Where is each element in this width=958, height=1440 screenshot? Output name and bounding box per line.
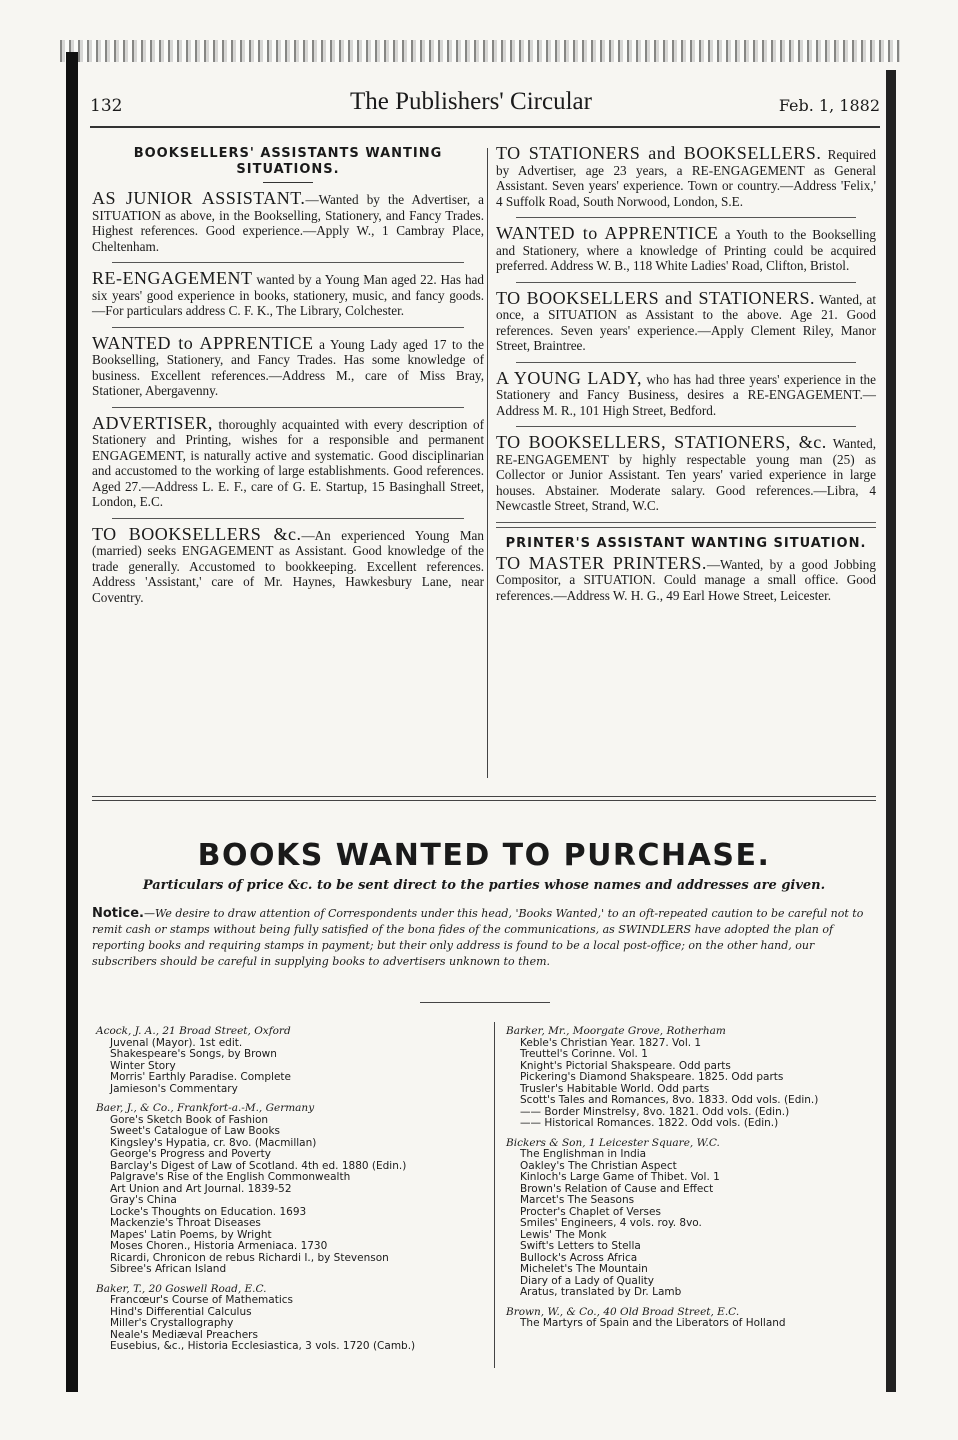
ad-body: who has had three years' experience in the Stationery and Fancy Business, desires a RE-ENGAGEMENT.—Address M. R., 101 High Street, Bedford.	[496, 371, 876, 418]
dealer-group	[96, 1103, 486, 1276]
book-title: The Englishman in India	[520, 1149, 647, 1160]
dealer-group	[96, 1026, 486, 1095]
ad-separator	[516, 282, 856, 283]
ad-separator	[516, 217, 856, 218]
dealer-name: Acock, J. A., 21 Broad Street, Oxford	[96, 1025, 291, 1037]
ad-title: TO BOOKSELLERS and STATIONERS.	[496, 287, 816, 308]
ad-title: AS JUNIOR ASSISTANT.	[92, 188, 306, 208]
book-title: Procter's Chaplet of Verses	[520, 1206, 661, 1218]
book-title: Brown's Relation of Cause and Effect	[520, 1183, 714, 1195]
header-rule	[90, 126, 880, 128]
book-title: Juvenal (Mayor). 1st edit.	[110, 1037, 243, 1049]
dealer-group	[96, 1284, 486, 1353]
notice-label: Notice.	[92, 906, 144, 921]
book-title: Francœur's Course of Mathematics	[110, 1295, 293, 1306]
book-title: Shakespeare's Songs, by Brown	[110, 1049, 277, 1060]
books-wanted-left-list	[96, 1022, 486, 1361]
book-title: Marcet's The Seasons	[520, 1195, 635, 1206]
book-title: Scott's Tales and Romances, 8vo. 1833. Odd vols. (Edin.)	[520, 1095, 819, 1106]
book-title: Mackenzie's Throat Diseases	[110, 1218, 261, 1229]
ad-body: —Wanted by the Advertiser, a SITUATION as above, in the Bookselling, Stationery, and Fancy Trades. Highest references. Good experience.—Apply W., 1 Cambray Place, Cheltenham.	[92, 192, 484, 254]
binding-edge-left	[66, 52, 78, 1392]
book-title: Neale's Mediæval Preachers	[110, 1329, 258, 1341]
ad-title: WANTED to APPRENTICE	[92, 332, 314, 353]
book-title: Keble's Christian Year. 1827. Vol. 1	[520, 1037, 702, 1049]
ad-body: —An experienced Young Man (married) seeks ENGAGEMENT as Assistant. Good knowledge of the trade generally. Accustomed to bookkeeping. Excellent references. Address 'Assistant,' care of Mr. Haynes, Hawkesbury Lane, near Coventry.	[92, 527, 485, 605]
book-title: Knight's Pictorial Shakspeare. Odd parts	[520, 1060, 731, 1072]
short-rule	[420, 1002, 550, 1003]
book-title: Sweet's Catalogue of Law Books	[110, 1126, 281, 1137]
book-title: Gore's Sketch Book of Fashion	[110, 1114, 269, 1126]
classified-ad	[92, 412, 484, 510]
ad-title: ADVERTISER,	[92, 412, 213, 433]
book-title: Winter Story	[110, 1060, 176, 1072]
book-title: Palgrave's Rise of the English Commonwealth	[110, 1172, 351, 1183]
book-title: Pickering's Diamond Shakspeare. 1825. Odd parts	[520, 1072, 784, 1083]
book-title: Eusebius, &c., Historia Ecclesiastica, 3 vols. 1720 (Camb.)	[110, 1341, 416, 1352]
page-header	[90, 88, 880, 128]
dealer-group	[506, 1026, 876, 1130]
book-title: Moses Choren., Historia Armeniaca. 1730	[110, 1241, 328, 1252]
ad-body: Required by Advertiser, age 23 years, a RE-ENGAGEMENT as General Assistant. Seven years' experience. Town or country.—Address 'Felix,' 4 Suffolk Road, South Norwood, London, S.E.	[496, 147, 876, 209]
ad-separator	[516, 426, 856, 427]
book-title: Art Union and Art Journal. 1839-52	[110, 1183, 292, 1195]
ad-title: TO BOOKSELLERS, STATIONERS, &c.	[496, 432, 827, 452]
dealer-name: Baer, J., & Co., Frankfort-a.-M., Germany	[96, 1102, 315, 1114]
ad-separator	[112, 262, 464, 263]
ad-body: a Young Lady aged 17 to the Bookselling, Stationery, and Fancy Trades. Has some knowledge of business. Excellent references.—Address M., care of Miss Bray, Stationer, Abergavenny.	[92, 336, 484, 398]
books-wanted-subtitle: Particulars of price &c. to be sent direct to the parties whose names and addresses are given.	[142, 878, 826, 893]
ad-separator	[516, 362, 856, 363]
ad-body: Wanted, RE-ENGAGEMENT by highly respectable young man (25) as Collector or Junior Assistant. Ten years' varied experience in large houses. Abstainer. Moderate salary. Good references.—Libra, 4 Newcastle Street, Strand, W.C.	[496, 436, 876, 513]
classified-ad	[496, 143, 876, 209]
book-title: Ricardi, Chronicon de rebus Richardi I., by Stevenson	[110, 1252, 389, 1264]
right-column	[496, 143, 877, 609]
book-title: Trusler's Habitable World. Odd parts	[520, 1083, 710, 1095]
book-title: Oakley's The Christian Aspect	[520, 1160, 677, 1172]
scan-edge-texture	[60, 40, 900, 62]
classified-ad	[92, 523, 485, 606]
ad-title: TO STATIONERS and BOOKSELLERS.	[496, 143, 822, 163]
classified-ad	[496, 367, 876, 419]
book-title: —— Historical Romances. 1822. Odd vols. (Edin.)	[520, 1118, 779, 1129]
book-title: Miller's Crystallography	[110, 1318, 234, 1329]
page-edge-right	[886, 70, 896, 1392]
section-double-rule	[496, 522, 876, 528]
classified-ad	[496, 552, 876, 604]
left-column	[92, 146, 484, 611]
ad-separator	[112, 407, 464, 408]
ad-title: TO BOOKSELLERS &c.	[92, 523, 302, 544]
classified-ad	[496, 223, 877, 274]
dealer-group	[506, 1307, 876, 1330]
books-wanted-title: BOOKS WANTED TO PURCHASE.	[197, 838, 771, 873]
book-title: Mapes' Latin Poems, by Wright	[110, 1229, 272, 1241]
books-wanted-right-list	[506, 1022, 876, 1338]
book-title: Swift's Letters to Stella	[520, 1241, 641, 1252]
ad-title: TO MASTER PRINTERS.	[496, 552, 707, 573]
book-title: The Martyrs of Spain and the Liberators of Holland	[520, 1318, 786, 1329]
short-rule	[263, 182, 313, 183]
section-heading-line: SITUATIONS.	[236, 162, 340, 177]
book-title: Locke's Thoughts on Education. 1693	[110, 1206, 307, 1218]
section-heading-printers: PRINTER'S ASSISTANT WANTING SITUATION.	[505, 535, 867, 551]
ad-body: a Youth to the Bookselling and Stationery, where a knowledge of Printing could be acquired preferred. Address W. B., 118 White Ladies' Road, Clifton, Bristol.	[496, 227, 877, 273]
book-title: Gray's China	[110, 1195, 177, 1206]
book-title: Treuttel's Corinne. Vol. 1	[520, 1049, 648, 1060]
journal-title: The Publishers' Circular	[350, 88, 592, 115]
dealer-name: Brown, W., & Co., 40 Old Broad Street, E.C.	[506, 1305, 740, 1318]
classified-ad	[92, 268, 484, 319]
section-heading-booksellers	[92, 146, 484, 178]
dealer-name: Baker, T., 20 Goswell Road, E.C.	[96, 1282, 267, 1295]
book-title: Aratus, translated by Dr. Lamb	[520, 1287, 682, 1298]
section-double-rule	[92, 796, 876, 801]
ad-title: A YOUNG LADY,	[496, 367, 643, 388]
ad-body: —Wanted, by a good Jobbing Compositor, a SITUATION. Could manage a small office. Good references.—Address W. H. G., 49 Earl Howe Street, Leicester.	[496, 556, 876, 603]
list-column-divider	[494, 1022, 495, 1368]
book-title: —— Border Minstrelsy, 8vo. 1821. Odd vols. (Edin.)	[520, 1106, 790, 1118]
section-heading-line: BOOKSELLERS' ASSISTANTS WANTING	[133, 146, 443, 161]
column-divider	[487, 148, 488, 778]
issue-date: Feb. 1, 1882	[778, 96, 880, 115]
book-title: Barclay's Digest of Law of Scotland. 4th ed. 1880 (Edin.)	[110, 1160, 407, 1172]
notice-paragraph	[92, 906, 876, 970]
book-title: George's Progress and Poverty	[110, 1149, 271, 1160]
book-title: Kinloch's Large Game of Thibet. Vol. 1	[520, 1172, 720, 1183]
ad-separator	[112, 518, 464, 519]
dealer-name: Barker, Mr., Moorgate Grove, Rotherham	[506, 1025, 726, 1037]
dealer-group	[506, 1138, 876, 1299]
book-title: Sibree's African Island	[110, 1264, 227, 1275]
classified-ad	[496, 287, 876, 354]
ad-title: WANTED to APPRENTICE	[496, 223, 719, 243]
book-title: Morris' Earthly Paradise. Complete	[110, 1072, 292, 1083]
dealer-name: Bickers & Son, 1 Leicester Square, W.C.	[506, 1136, 720, 1149]
classified-ad	[496, 432, 876, 514]
book-title: Diary of a Lady of Quality	[520, 1275, 655, 1287]
classified-ad	[92, 188, 484, 254]
book-title: Jamieson's Commentary	[110, 1083, 238, 1095]
book-title: Smiles' Engineers, 4 vols. roy. 8vo.	[520, 1218, 702, 1229]
book-title: Bullock's Across Africa	[520, 1252, 638, 1264]
ad-separator	[112, 327, 464, 328]
ad-body: thoroughly acquainted with every description of Stationery and Printing, wishes for a responsible and permanent ENGAGEMENT, is naturally active and systematic. Good disciplinarian and accustomed to the working of large establishments. Good references. Aged 27.—Address L. E. F., care of G. E. Startup, 15 Basinghall Street, London, E.C.	[92, 416, 484, 509]
ad-body: wanted by a Young Man aged 22. Has had six years' good experience in books, stationery, music, and fancy goods.—For particulars address C. F. K., The Library, Colchester.	[92, 272, 484, 318]
book-title: Michelet's The Mountain	[520, 1264, 648, 1275]
ad-body: Wanted, at once, a SITUATION as Assistant to the above. Age 21. Good references. Seven years' experience.—Apply Clement Riley, Manor Street, Braintree.	[496, 291, 876, 353]
classified-ad	[92, 332, 484, 399]
notice-text: —We desire to draw attention of Correspondents under this head, 'Books Wanted,' to an oft-repeated caution to be careful not to remit cash or stamps without being fully satisfied of the bona fides of the communications, as SWINDLERS have adopted the plan of reporting books and requiring stamps in payment; but their only address is found to be a local post-office; on the other hand, our subscribers should be careful in supplying books to advertisers unknown to them.	[92, 907, 864, 968]
ad-title: RE-ENGAGEMENT	[92, 268, 253, 288]
book-title: Hind's Differential Calculus	[110, 1306, 252, 1318]
book-title: Kingsley's Hypatia, cr. 8vo. (Macmillan)	[110, 1137, 317, 1149]
book-title: Lewis' The Monk	[520, 1229, 607, 1241]
page-number: 132	[90, 96, 123, 116]
